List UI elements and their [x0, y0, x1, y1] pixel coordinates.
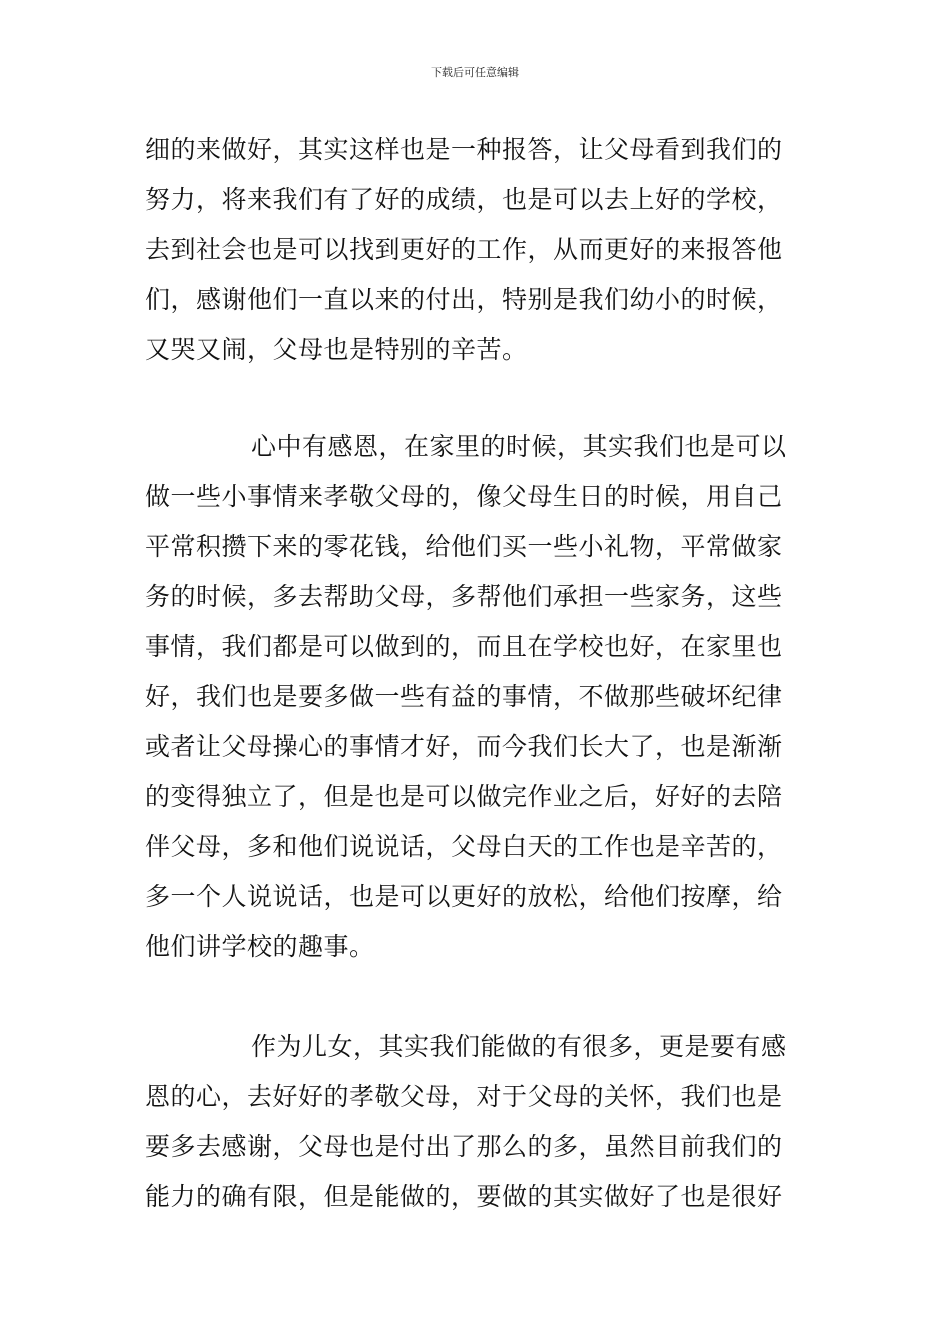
page-header: 下载后可任意编辑: [431, 66, 519, 79]
paragraph-2-line: 伴父母，多和他们说说话，父母白天的工作也是辛苦的，: [145, 832, 783, 861]
paragraph-2-line: 多一个人说说话，也是可以更好的放松，给他们按摩，给: [145, 882, 783, 911]
paragraph-3-line: 恩的心，去好好的孝敬父母，对于父母的关怀，我们也是: [145, 1082, 783, 1111]
paragraph-2-line: 事情，我们都是可以做到的，而且在学校也好，在家里也: [145, 632, 783, 661]
paragraph-1-line: 努力，将来我们有了好的成绩，也是可以去上好的学校，: [145, 185, 783, 214]
paragraph-2-line: 的变得独立了，但是也是可以做完作业之后，好好的去陪: [145, 782, 783, 811]
paragraph-2-line: 好，我们也是要多做一些有益的事情，不做那些破坏纪律: [145, 682, 783, 711]
paragraph-2-line: 平常积攒下来的零花钱，给他们买一些小礼物，平常做家: [145, 532, 783, 561]
paragraph-2-line: 或者让父母操心的事情才好，而今我们长大了，也是渐渐: [145, 732, 783, 761]
paragraph-3-line: 能力的确有限，但是能做的，要做的其实做好了也是很好: [145, 1182, 783, 1211]
paragraph-1-line: 细的来做好，其实这样也是一种报答，让父母看到我们的: [145, 135, 783, 164]
paragraph-3-line: 要多去感谢，父母也是付出了那么的多，虽然目前我们的: [145, 1132, 783, 1161]
paragraph-1-line: 们，感谢他们一直以来的付出，特别是我们幼小的时候，: [145, 285, 783, 314]
paragraph-3-line: 作为儿女，其实我们能做的有很多，更是要有感: [251, 1032, 787, 1061]
paragraph-1-line: 去到社会也是可以找到更好的工作，从而更好的来报答他: [145, 235, 783, 264]
paragraph-2-line: 做一些小事情来孝敬父母的，像父母生日的时候，用自己: [145, 482, 783, 511]
paragraph-2-line: 他们讲学校的趣事。: [145, 932, 375, 961]
paragraph-1-line: 又哭又闹，父母也是特别的辛苦。: [145, 335, 528, 364]
paragraph-2-line: 务的时候，多去帮助父母，多帮他们承担一些家务，这些: [145, 582, 783, 611]
paragraph-2-line: 心中有感恩，在家里的时候，其实我们也是可以: [251, 432, 787, 461]
